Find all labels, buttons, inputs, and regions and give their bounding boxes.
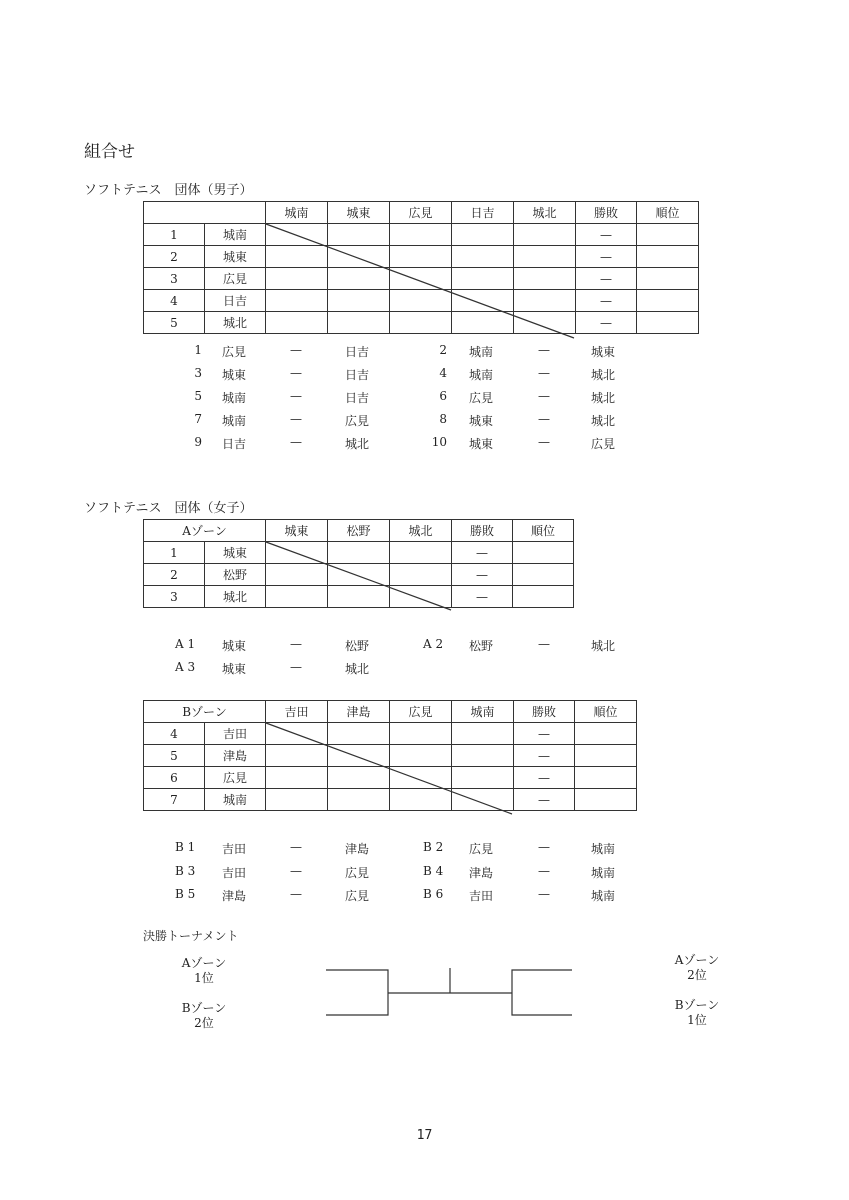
rank-cell: [575, 723, 637, 745]
match-team-b: 城北: [591, 391, 616, 405]
match-dash: —: [290, 864, 302, 878]
match-dash: —: [538, 435, 550, 449]
result-cell: —: [576, 312, 637, 334]
rank-cell: [575, 745, 637, 767]
match-number: A 1: [175, 637, 196, 651]
match-number: B 2: [423, 840, 444, 854]
match-dash: —: [290, 840, 302, 854]
match-number: A 2: [423, 637, 444, 651]
match-row: [0, 887, 849, 903]
rank-cell: [513, 542, 574, 564]
row-team: 広見: [205, 767, 266, 789]
column-header: 津島: [328, 701, 390, 723]
rank-cell: [575, 767, 637, 789]
column-header: 勝敗: [452, 520, 513, 542]
table-row: [144, 246, 699, 268]
table-row: [144, 224, 699, 246]
column-header: 吉田: [266, 701, 328, 723]
row-number: 5: [144, 312, 205, 334]
match-team-a: 城東: [222, 662, 247, 676]
match-team-b: 広見: [591, 437, 616, 451]
column-header: 松野: [328, 520, 390, 542]
column-header: 城南: [452, 701, 514, 723]
match-team-b: 城東: [591, 345, 616, 359]
match-number: B 6: [423, 887, 444, 901]
result-cell: —: [576, 290, 637, 312]
column-header: 城北: [390, 520, 452, 542]
row-number: 2: [144, 246, 205, 268]
final-left-top-label: [176, 956, 232, 986]
match-number: B 3: [175, 864, 196, 878]
rank-label: 2位: [194, 1016, 214, 1030]
table-row: [144, 542, 574, 564]
row-number: 4: [144, 290, 205, 312]
zone-b-table: [143, 700, 637, 811]
rank-label: 2位: [687, 968, 707, 982]
match-number: 9: [194, 435, 202, 449]
match-team-b: 津島: [345, 842, 370, 856]
match-number: 6: [439, 389, 447, 403]
row-number: 2: [144, 564, 205, 586]
rank-cell: [513, 564, 574, 586]
match-dash: —: [538, 389, 550, 403]
rank-label: 1位: [194, 971, 214, 985]
match-team-a: 広見: [469, 842, 494, 856]
column-header: 広見: [390, 701, 452, 723]
row-team: 城北: [205, 586, 266, 608]
table-header-row: [144, 701, 637, 723]
match-number: B 1: [175, 840, 196, 854]
table-header-row: [144, 520, 574, 542]
match-team-a: 吉田: [222, 842, 247, 856]
match-team-a: 城南: [222, 414, 247, 428]
match-number: 1: [194, 343, 202, 357]
result-cell: —: [576, 224, 637, 246]
match-team-a: 広見: [469, 391, 494, 405]
row-team: 城北: [205, 312, 266, 334]
row-team: 城南: [205, 789, 266, 811]
column-header: 日吉: [452, 202, 514, 224]
row-team: 城東: [205, 246, 266, 268]
column-header: 城北: [514, 202, 576, 224]
match-team-b: 城北: [345, 662, 370, 676]
table-row: [144, 290, 699, 312]
boys-heading: ソフトテニス 団体（男子）: [84, 183, 253, 198]
table-row: [144, 767, 637, 789]
match-team-b: 日吉: [345, 391, 370, 405]
column-header: 順位: [513, 520, 574, 542]
match-dash: —: [538, 840, 550, 854]
row-number: 7: [144, 789, 205, 811]
final-heading: 決勝トーナメント: [143, 929, 239, 943]
column-header: 順位: [575, 701, 637, 723]
match-team-a: 城東: [469, 414, 494, 428]
match-team-b: 日吉: [345, 368, 370, 382]
match-dash: —: [538, 343, 550, 357]
match-row: [0, 343, 849, 359]
table-row: [144, 745, 637, 767]
match-team-a: 城南: [469, 368, 494, 382]
match-team-b: 城北: [345, 437, 370, 451]
page-title: 組合せ: [84, 142, 135, 162]
match-team-a: 松野: [469, 639, 494, 653]
zone-label: Bゾーン: [674, 998, 720, 1012]
match-dash: —: [290, 887, 302, 901]
match-team-a: 広見: [222, 345, 247, 359]
match-dash: —: [290, 366, 302, 380]
match-dash: —: [290, 637, 302, 651]
column-header: 城東: [266, 520, 328, 542]
column-header: 順位: [637, 202, 699, 224]
match-dash: —: [290, 660, 302, 674]
rank-label: 1位: [687, 1013, 707, 1027]
result-cell: —: [514, 745, 575, 767]
match-row: [0, 412, 849, 428]
match-dash: —: [538, 864, 550, 878]
match-number: 4: [439, 366, 447, 380]
match-number: 3: [194, 366, 202, 380]
match-dash: —: [290, 343, 302, 357]
match-dash: —: [290, 389, 302, 403]
row-team: 城南: [205, 224, 266, 246]
column-header: 城東: [328, 202, 390, 224]
match-team-b: 城北: [591, 368, 616, 382]
table-header-row: [144, 202, 699, 224]
match-number: 8: [439, 412, 447, 426]
result-cell: —: [452, 586, 513, 608]
row-number: 6: [144, 767, 205, 789]
match-team-b: 城南: [591, 889, 616, 903]
match-team-a: 城南: [222, 391, 247, 405]
final-right-bottom-label: [669, 998, 725, 1028]
result-cell: —: [514, 789, 575, 811]
match-team-a: 城東: [222, 639, 247, 653]
match-team-a: 日吉: [222, 437, 247, 451]
column-header: 広見: [390, 202, 452, 224]
rank-cell: [637, 224, 699, 246]
page-number: 17: [416, 1128, 433, 1143]
match-row: [0, 864, 849, 880]
zone-label: Aゾーン: [674, 953, 720, 967]
zone-a-table: [143, 519, 574, 608]
match-team-b: 城北: [591, 414, 616, 428]
result-cell: —: [514, 723, 575, 745]
match-dash: —: [538, 887, 550, 901]
table-row: [144, 789, 637, 811]
table-row: [144, 268, 699, 290]
row-team: 日吉: [205, 290, 266, 312]
table-row: [144, 564, 574, 586]
match-number: 10: [431, 435, 447, 449]
zone-label: Bゾーン: [181, 1001, 227, 1015]
rank-cell: [637, 246, 699, 268]
match-dash: —: [538, 637, 550, 651]
match-row: [0, 435, 849, 451]
row-number: 3: [144, 268, 205, 290]
match-team-b: 城南: [591, 866, 616, 880]
match-row: [0, 637, 849, 653]
row-number: 5: [144, 745, 205, 767]
final-left-bottom-label: [176, 1001, 232, 1031]
row-number: 3: [144, 586, 205, 608]
rank-cell: [637, 290, 699, 312]
match-team-b: 城北: [591, 639, 616, 653]
match-number: B 5: [175, 887, 196, 901]
boys-round-robin-table: [143, 201, 699, 334]
match-dash: —: [290, 412, 302, 426]
match-number: 2: [439, 343, 447, 357]
match-team-a: 津島: [222, 889, 247, 903]
row-team: 津島: [205, 745, 266, 767]
match-team-b: 城南: [591, 842, 616, 856]
zone-a-label: Aゾーン: [144, 520, 266, 542]
match-team-b: 日吉: [345, 345, 370, 359]
match-number: 5: [194, 389, 202, 403]
match-team-b: 広見: [345, 889, 370, 903]
match-team-a: 津島: [469, 866, 494, 880]
rank-cell: [513, 586, 574, 608]
row-team: 城東: [205, 542, 266, 564]
match-row: [0, 389, 849, 405]
match-team-b: 松野: [345, 639, 370, 653]
table-row: [144, 312, 699, 334]
row-number: 1: [144, 542, 205, 564]
match-row: [0, 840, 849, 856]
row-number: 4: [144, 723, 205, 745]
row-team: 松野: [205, 564, 266, 586]
match-team-a: 吉田: [469, 889, 494, 903]
tournament-bracket: [326, 962, 576, 1022]
match-row: [0, 366, 849, 382]
final-right-top-label: [669, 953, 725, 983]
result-cell: —: [452, 542, 513, 564]
match-team-a: 城東: [222, 368, 247, 382]
match-team-b: 広見: [345, 414, 370, 428]
column-header: 城南: [266, 202, 328, 224]
match-number: A 3: [175, 660, 196, 674]
zone-b-label: Bゾーン: [144, 701, 266, 723]
zone-label: Aゾーン: [181, 956, 227, 970]
rank-cell: [575, 789, 637, 811]
table-row: [144, 723, 637, 745]
match-dash: —: [538, 366, 550, 380]
rank-cell: [637, 312, 699, 334]
match-row: [0, 660, 849, 676]
column-header: 勝敗: [576, 202, 637, 224]
match-team-a: 吉田: [222, 866, 247, 880]
row-team: 吉田: [205, 723, 266, 745]
match-team-a: 城東: [469, 437, 494, 451]
table-row: [144, 586, 574, 608]
girls-heading: ソフトテニス 団体（女子）: [84, 501, 253, 516]
match-number: B 4: [423, 864, 444, 878]
column-header: 勝敗: [514, 701, 575, 723]
match-team-b: 広見: [345, 866, 370, 880]
match-team-a: 城南: [469, 345, 494, 359]
match-number: 7: [194, 412, 202, 426]
row-number: 1: [144, 224, 205, 246]
match-dash: —: [538, 412, 550, 426]
result-cell: —: [576, 246, 637, 268]
corner-cell: [144, 202, 266, 224]
result-cell: —: [576, 268, 637, 290]
row-team: 広見: [205, 268, 266, 290]
rank-cell: [637, 268, 699, 290]
result-cell: —: [514, 767, 575, 789]
match-dash: —: [290, 435, 302, 449]
result-cell: —: [452, 564, 513, 586]
